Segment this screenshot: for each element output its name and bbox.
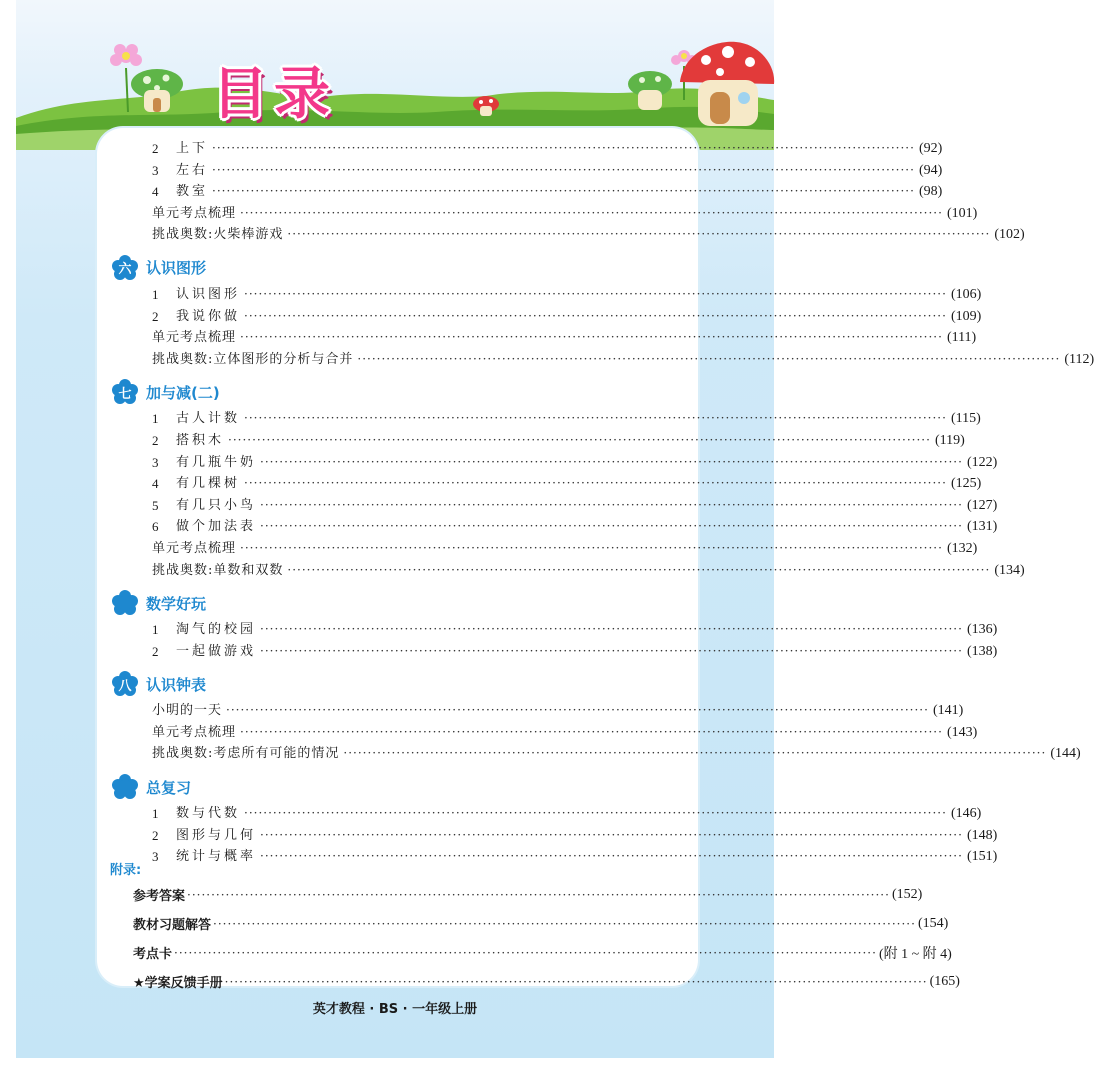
entry-number: 6 <box>152 519 159 535</box>
entry-page-number: (144) <box>1050 746 1081 762</box>
leader-dots: ·················································································································································· <box>212 141 915 155</box>
appendix-entry[interactable] <box>133 909 949 938</box>
toc-entry[interactable] <box>152 538 978 560</box>
section-badge-flower-icon <box>110 671 140 697</box>
entry-number: 2 <box>152 643 159 659</box>
entry-number: 4 <box>152 184 159 200</box>
section-title: 加与减(二) <box>146 383 220 402</box>
leader-dots: ·················································································································································· <box>260 827 963 842</box>
leader-dots: ·················································································································································· <box>240 540 943 555</box>
toc-entry[interactable] <box>152 138 943 160</box>
entry-page-number: (92) <box>918 141 943 156</box>
toc-entry[interactable] <box>152 284 982 306</box>
entry-title: 小明的一天 <box>152 703 223 719</box>
toc-entry[interactable] <box>152 743 1081 765</box>
leader-dots: ·················································································································································· <box>240 724 943 739</box>
entry-title: 淘气的校园 <box>176 622 257 638</box>
entry-number: 4 <box>152 476 159 492</box>
section-heading[interactable] <box>146 775 674 799</box>
entry-page-number: (134) <box>994 562 1025 578</box>
entry-title: 数与代数 <box>176 806 241 822</box>
entry-page-number: (112) <box>1064 351 1094 367</box>
page-title: 目录 <box>212 62 336 127</box>
entry-title: 统计与概率 <box>176 849 257 865</box>
toc-entry[interactable] <box>152 203 978 225</box>
appendix-page-number: (165) <box>929 973 960 989</box>
entry-title: 有几棵树 <box>176 476 241 492</box>
entry-page-number: (102) <box>994 227 1025 243</box>
toc-entry[interactable] <box>152 306 982 328</box>
toc-entry[interactable] <box>152 349 1094 371</box>
section-badge-label: 六 <box>118 262 132 278</box>
section-title: 认识图形 <box>146 259 207 278</box>
entry-page-number: (148) <box>966 827 998 843</box>
toc-entry[interactable] <box>152 700 964 722</box>
entry-title: 教室 <box>176 184 209 200</box>
leader-dots: ·················································································································································· <box>228 432 931 447</box>
toc-entry[interactable] <box>152 160 943 182</box>
entry-page-number: (122) <box>966 454 998 470</box>
entry-number: 2 <box>152 308 159 324</box>
section-heading[interactable] <box>146 591 674 615</box>
entry-number: 2 <box>152 827 159 843</box>
entry-number: 1 <box>152 622 159 638</box>
entry-page-number: (98) <box>918 184 943 200</box>
toc-entry[interactable] <box>152 825 998 847</box>
appendix-label: 附录: <box>110 863 142 878</box>
toc-entry[interactable] <box>152 641 998 663</box>
entry-title: 图形与几何 <box>176 827 257 843</box>
entry-title: 单元考点梳理 <box>152 724 237 740</box>
leader-dots: ·················································································································································· <box>260 849 963 864</box>
toc-entry[interactable] <box>152 846 998 868</box>
leader-dots: ·················································································································································· <box>287 227 991 242</box>
toc-entry[interactable] <box>152 516 998 538</box>
leader-dots: ·················································································································································· <box>240 330 943 345</box>
appendix-entry[interactable] <box>133 880 923 909</box>
appendix-entry-title: 考点卡 <box>133 947 173 962</box>
entry-title: 古人计数 <box>176 411 241 427</box>
entry-page-number: (109) <box>950 308 982 324</box>
section-badge-label: 七 <box>118 386 132 402</box>
leader-dots: ·················································································································································· <box>357 351 1061 366</box>
appendix-page-number: (154) <box>917 915 949 931</box>
appendix-list <box>133 880 960 996</box>
toc-entry[interactable] <box>152 560 1025 582</box>
leader-dots: ·················································································································································· <box>212 184 915 199</box>
entry-number: 2 <box>152 432 159 448</box>
entry-number: 1 <box>152 806 159 822</box>
entry-title: 做个加法表 <box>176 519 257 535</box>
leader-dots: ·················································································································································· <box>244 476 947 491</box>
page-footer: 英才教程 · BS · 一年级上册 <box>312 1002 478 1017</box>
appendix-entry-title: 教材习题解答 <box>133 918 212 933</box>
section-heading[interactable] <box>118 672 674 696</box>
entry-page-number: (131) <box>966 519 998 535</box>
entry-number: 3 <box>152 454 159 470</box>
section-title: 总复习 <box>146 778 192 797</box>
entry-page-number: (146) <box>950 806 982 822</box>
entry-page-number: (151) <box>966 849 998 865</box>
appendix-page-number: (152) <box>891 886 923 902</box>
appendix-page-number: (附 1 ~ 附 4) <box>878 946 952 962</box>
entry-page-number: (143) <box>946 724 978 740</box>
entry-title: 挑战奥数:立体图形的分析与合并 <box>152 351 354 367</box>
toc-entry[interactable] <box>152 181 943 203</box>
toc-entry[interactable] <box>152 722 978 744</box>
leader-dots: ·················································································································································· <box>260 454 963 469</box>
section-heading[interactable] <box>118 380 674 404</box>
section-title: 数学好玩 <box>146 594 207 613</box>
entry-page-number: (125) <box>950 476 982 492</box>
entry-page-number: (119) <box>934 432 965 448</box>
entry-number: 2 <box>152 141 159 156</box>
entry-title: 上下 <box>176 141 209 156</box>
section-heading[interactable] <box>118 256 674 280</box>
entry-title: 一起做游戏 <box>176 643 257 659</box>
entry-title: 有几瓶牛奶 <box>176 454 257 470</box>
entry-title: 认识图形 <box>176 286 241 302</box>
entry-title: 挑战奥数:单数和双数 <box>152 562 284 578</box>
leader-dots: ·················································································································································· <box>260 497 963 512</box>
entry-title: 搭积木 <box>176 432 225 448</box>
leader-dots: ·················································································································································· <box>224 974 928 989</box>
entry-title: 左右 <box>176 162 209 178</box>
appendix-entry-title: 参考答案 <box>133 889 186 904</box>
leader-dots: ·················································································································································· <box>174 945 877 960</box>
appendix-entry[interactable] <box>133 938 952 967</box>
leader-dots: ·················································································································································· <box>240 205 943 220</box>
entry-number: 3 <box>152 162 159 178</box>
leader-dots: ·················································································································································· <box>244 806 947 821</box>
entry-title: 单元考点梳理 <box>152 330 237 346</box>
entry-page-number: (127) <box>966 497 998 513</box>
leader-dots: ·················································································································································· <box>226 703 929 718</box>
leader-dots: ·················································································································································· <box>244 308 947 323</box>
leader-dots: ·················································································································································· <box>212 162 915 177</box>
leader-dots: ·················································································································································· <box>260 643 963 658</box>
section-badge-flower-icon <box>110 590 140 616</box>
entry-page-number: (141) <box>932 703 964 719</box>
entry-number: 3 <box>152 849 159 865</box>
section-badge-flower-icon <box>110 774 140 800</box>
entry-page-number: (106) <box>950 286 982 302</box>
section-badge-label: 八 <box>118 678 132 694</box>
entry-number: 1 <box>152 411 159 427</box>
section-badge-flower-icon <box>110 379 140 405</box>
toc-entry[interactable] <box>152 408 981 430</box>
toc-entry[interactable] <box>152 452 998 474</box>
entry-title: 单元考点梳理 <box>152 205 237 221</box>
leader-dots: ·················································································································································· <box>244 411 947 426</box>
entry-page-number: (111) <box>946 330 977 346</box>
toc-entry[interactable] <box>152 619 998 641</box>
entry-title: 有几只小鸟 <box>176 497 257 513</box>
leader-dots: ·················································································································································· <box>187 887 890 902</box>
entry-title: 单元考点梳理 <box>152 540 237 556</box>
leader-dots: ·················································································································································· <box>287 562 991 577</box>
entry-page-number: (132) <box>946 540 978 556</box>
leader-dots: ·················································································································································· <box>260 622 963 637</box>
entry-page-number: (138) <box>966 643 998 659</box>
section-badge-flower-icon <box>110 255 140 281</box>
appendix-entry-title: ★学案反馈手册 <box>133 976 223 991</box>
toc-entry[interactable] <box>152 327 977 349</box>
appendix-entry[interactable] <box>133 967 960 996</box>
entry-number: 1 <box>152 286 159 302</box>
toc-entry[interactable] <box>152 430 965 452</box>
leader-dots: ·················································································································································· <box>343 746 1047 761</box>
leader-dots: ·················································································································································· <box>260 519 963 534</box>
entry-title: 挑战奥数:考虑所有可能的情况 <box>152 746 340 762</box>
table-of-contents <box>118 138 1094 868</box>
entry-page-number: (94) <box>918 162 943 178</box>
entry-page-number: (101) <box>946 205 978 221</box>
leader-dots: ·················································································································································· <box>213 916 916 931</box>
leader-dots: ·················································································································································· <box>244 286 947 301</box>
entry-page-number: (115) <box>950 411 981 427</box>
toc-entry[interactable] <box>152 803 982 825</box>
entry-title: 挑战奥数:火柴棒游戏 <box>152 227 284 243</box>
entry-title: 我说你做 <box>176 308 241 324</box>
toc-entry[interactable] <box>152 224 1025 246</box>
toc-entry[interactable] <box>152 473 982 495</box>
entry-number: 5 <box>152 497 159 513</box>
entry-page-number: (136) <box>966 622 998 638</box>
toc-entry[interactable] <box>152 495 998 517</box>
section-title: 认识钟表 <box>146 675 207 694</box>
